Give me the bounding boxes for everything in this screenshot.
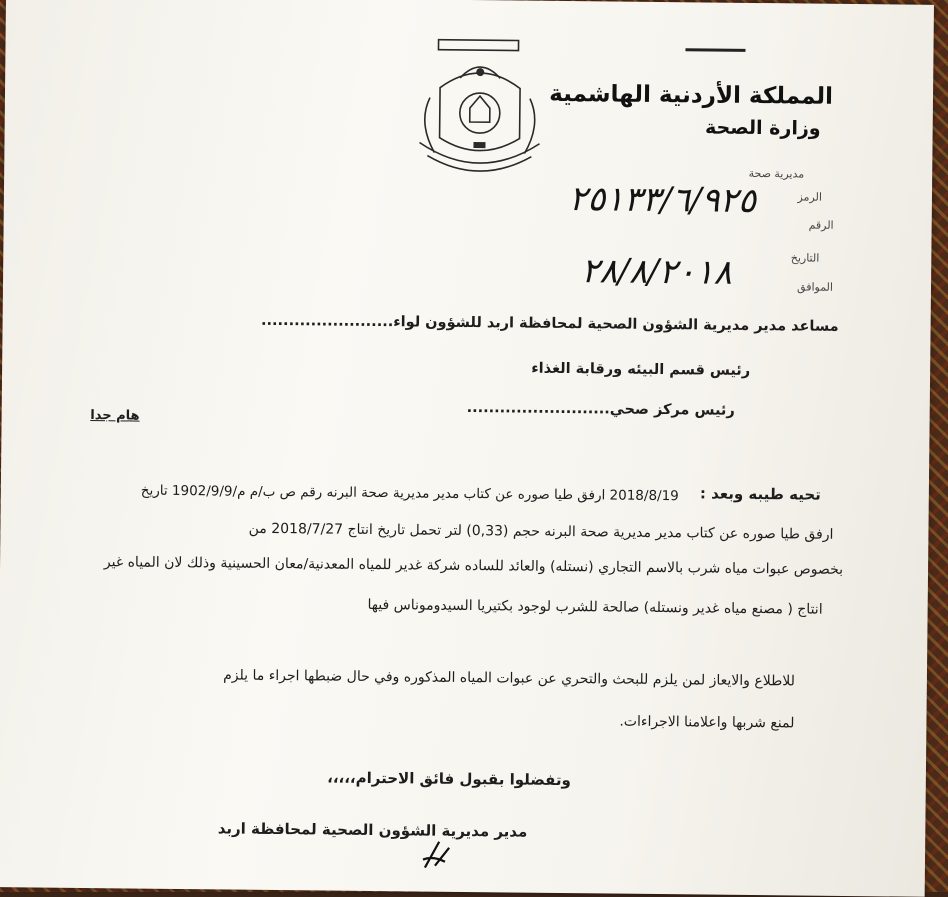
body-line-3: بخصوص عبوات مياه شرب بالاسم التجاري (نستله) والعائد للساده شركة غدير للمياه المعدنية/معان الحسينية وذلك لان المياه غير <box>103 554 844 578</box>
handwritten-date: ٢٨/٨/٢٠١٨ <box>580 251 733 293</box>
jordan-coat-of-arms-icon <box>399 37 560 179</box>
signoff-title: مدير مديرية الشؤون الصحية لمحافظة اربد <box>217 819 528 841</box>
signature-mark-icon <box>417 835 457 875</box>
date-label: التاريخ <box>790 251 820 265</box>
kingdom-title: المملكة الأردنية الهاشمية <box>549 80 834 110</box>
recipient-line-1: مساعد مدير مديرية الشؤون الصحية لمحافظة اربد للشؤون لواء........................ <box>260 312 839 335</box>
handwritten-number: ٢٥١٣٣/٦/٩٢٥ <box>568 179 757 222</box>
number-label: الرقم <box>808 218 834 232</box>
body-line-2: ارفق طيا صوره عن كتاب مدير مديرية صحة البرنه حجم (0,33) لتر تحمل تاريخ انتاج 2018/7/27 من <box>248 520 834 543</box>
body-line-4: انتاج ( مصنع مياه غدير ونستله) صالحة للشرب لوجود بكتيريا السيدوموناس فيها <box>367 596 823 618</box>
recipient-line-2: رئيس قسم البيئه ورقابة الغذاء <box>531 360 751 379</box>
corresponding-label: الموافق <box>796 280 834 294</box>
header-dash <box>685 48 745 52</box>
reference-label: الرمز <box>797 190 823 204</box>
directorate-label: مديرية صحة <box>748 166 805 181</box>
recipient-line-3: رئيس مركز صحي.......................... <box>466 399 735 419</box>
body-line-6: للاطلاع والايعاز لمن يلزم للبحث والتحري عن عبوات المياه المذكوره وفي حال ضبطها اجراء ما يلزم <box>223 667 795 690</box>
ministry-title: وزارة الصحة <box>704 116 821 140</box>
body-line-1: 2018/8/19 ارفق طيا صوره عن كتاب مدير مديرية صحة البرنه رقم ص ب/م م/1902/9/9 تاريخ <box>140 482 679 505</box>
important-note: هام جدا <box>90 408 140 424</box>
body-line-7: لمنع شربها واعلامنا الاجراءات. <box>619 713 795 732</box>
greeting: تحيه طيبه وبعد : <box>699 484 821 504</box>
closing-line: وتفضلوا بقبول فائق الاحترام،،،،، <box>327 768 571 790</box>
